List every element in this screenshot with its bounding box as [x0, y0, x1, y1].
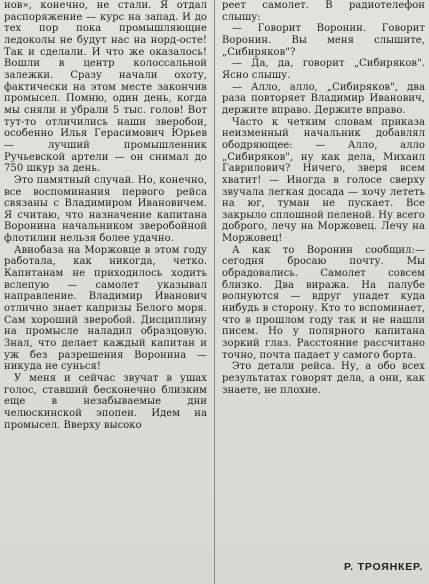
- paragraph: Это памятный случай. Но, конечно, все воспоминания первого рейса связаны с Владимиром Ивановичем. Я считаю, что назначение капитана Воронина начальником зверобойной флотилии нельзя более удачно.: [4, 174, 207, 245]
- paragraph: нов», конечно, не стали. Я отдал распоряжение — курс на запад. И до тех пор пока промышляющие ледоколы не будут нас на норд-осте! Так и сделали. И что же оказалось! Вошли в центр колоссальной залежки. Сразу начали охоту, фактически на этом месте закончив промысел. Помню, один день, когда мы сняли и убрали 5 тыс. голов! Вот тут-то отличились наши зверобои, особенно Илья Герасимович Юрьев — лучший промышленник Ручьевской артели — он снимал до 750 шкур за день.: [4, 0, 207, 175]
- paragraph: Авиобаза на Моржовце в этом году работала, как никогда, четко. Капитанам не приходилось ходить вслепую — самолет указывал направление. Владимир Иванович отлично знает капризы Белого моря. Сам хороший зверобой. Дисциплину на промысле наладил образцовую. Знал, что делает каждый капитан и уж без разрешения Воронина — никуда не сунься!: [4, 244, 207, 373]
- column-divider: [214, 0, 215, 584]
- author-signature: Р. ТРОЯНКЕР.: [343, 561, 423, 573]
- paragraph: — Алло, алло, „Сибиряков", два раза повторяет Владимир Иванович, держите вправо. Держите вправо.: [222, 81, 425, 116]
- paragraph: реет самолет. В радиотелефон слышу:: [222, 0, 425, 23]
- paragraph: — Говорит Воронин. Говорит Воронин. Вы меня слышите, „Сибиряков"?: [222, 23, 425, 58]
- article-column-right: [222, 0, 425, 396]
- paragraph: Это детали рейса. Ну, а обо всех результатах говорят дела, а они, как знаете, не плохие.: [222, 361, 425, 396]
- article-column-left: [4, 0, 207, 431]
- paragraph: А как то Воронин сообщил:— сегодня бросаю почту. Мы обрадовались. Самолет совсем близко. Два виража. На палубе волнуются — вдруг упадет куда нибудь в сторону. Кто то вспоминает, что в прошлом году так и не нашли писем. Но у полярного капитана зоркий глаз. Расстояние рассчитано точно, почта падает у самого борта.: [222, 244, 425, 361]
- paragraph: Часто к четким словам приказа неизменный начальник добавлял ободряющее: — Алло, алло „Сибиряков", ну как дела, Михаил Гаврилович? Ничего, зверя всем хватит! — Иногда в голосе сверху звучала легкая досада — хочу лететь на юг, туман не пускает. Все закрыло сплошной пеленой. Ну всего доброго, лечу на Моржовец. Лечу на Моржовец!: [222, 116, 425, 245]
- paragraph: У меня и сейчас звучат в ушах голос, ставший бесконечно близким еще в незабываемые дни челюскинской эпопеи. Идем на промысел. Вверху высоко: [4, 373, 207, 431]
- paragraph: — Да, да, говорит „Сибиряков". Ясно слышу.: [222, 58, 425, 81]
